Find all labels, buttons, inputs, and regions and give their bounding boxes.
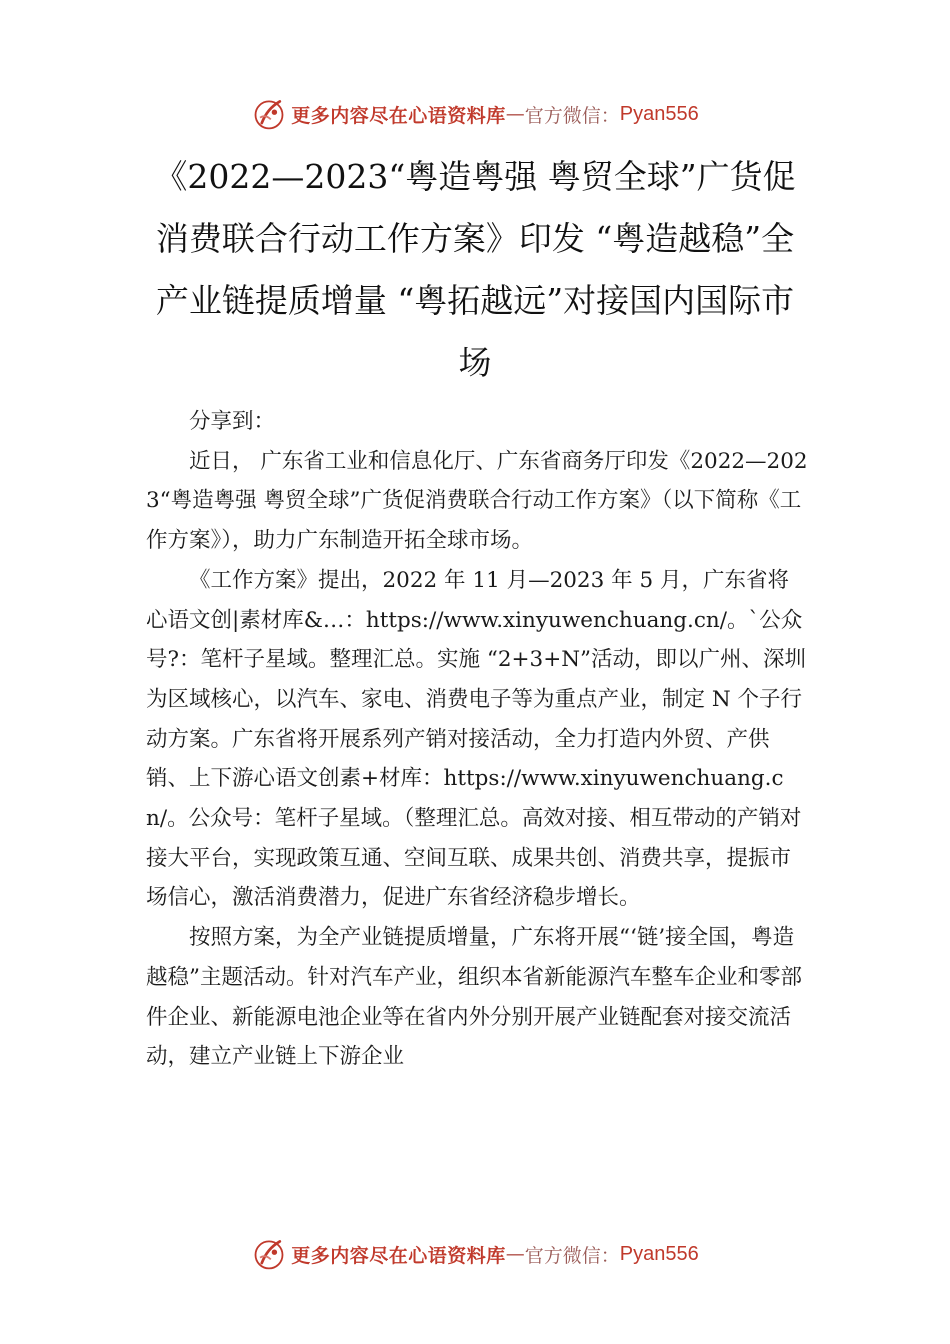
- banner-separator: —: [505, 103, 525, 125]
- footer-watermark-banner: [0, 1234, 950, 1274]
- paragraph-2: 《工作方案》提出，2022 年 11 月—2023 年 5 月，广东省将心语文创|素材库&…：https://www.xinyuwenchuang.cn/。`公众号?：笔杆子星域。整理汇总。实施 “2+3+N”活动，即以广州、深圳为区域核心，以汽车、家电、消费电子等为重点产业，制定 N 个子行动方案。广东省将开展系列产销对接活动，全力打造内外贸、产供销、上下游心语文创素+材库：https://www.xinyuwenchuang.cn/。公众号：笔杆子星域。（整理汇总。高效对接、相互带动的产销对接大平台，实现政策互通、空间互联、成果共创、消费共享，提振市场信心，激活消费潜力，促进广东省经济稳步增长。: [146, 567, 807, 911]
- document-body: [146, 402, 808, 1077]
- paragraph-1: 近日， 广东省工业和信息化厅、广东省商务厅印发《2022—2023“粤造粤强 粤贸全球”广货促消费联合行动工作方案》（以下简称《工作方案》），助力广东制造开拓全球市场。: [146, 448, 808, 554]
- header-watermark-banner: [0, 94, 950, 134]
- banner-wechat-id: Pyan556: [619, 102, 699, 125]
- brush-logo-icon: [251, 96, 287, 132]
- document-title: 《2022—2023“粤造粤强 粤贸全球”广货促消费联合行动工作方案》印发 “粤造越稳”全产业链提质增量 “粤拓越远”对接国内国际市场: [154, 157, 796, 382]
- share-label: 分享到：: [189, 409, 276, 434]
- banner-wechat-label: 官方微信：: [524, 104, 620, 127]
- banner-brand-text: 更多内容尽在心语资料库: [291, 1244, 506, 1267]
- paragraph-3: 按照方案，为全产业链提质增量，广东将开展“‘链’接全国，粤造越稳”主题活动。针对汽车产业，组织本省新能源汽车整车企业和零部件企业、新能源电池企业等在省内外分别开展产业链配套对接交流活动，建立产业链上下游企业: [146, 925, 802, 1070]
- banner-wechat-label: 官方微信：: [524, 1244, 620, 1267]
- banner-separator: —: [505, 1243, 525, 1265]
- banner-brand-text: 更多内容尽在心语资料库: [291, 104, 506, 127]
- banner-wechat-id: Pyan556: [619, 1242, 699, 1265]
- brush-logo-icon: [251, 1236, 287, 1272]
